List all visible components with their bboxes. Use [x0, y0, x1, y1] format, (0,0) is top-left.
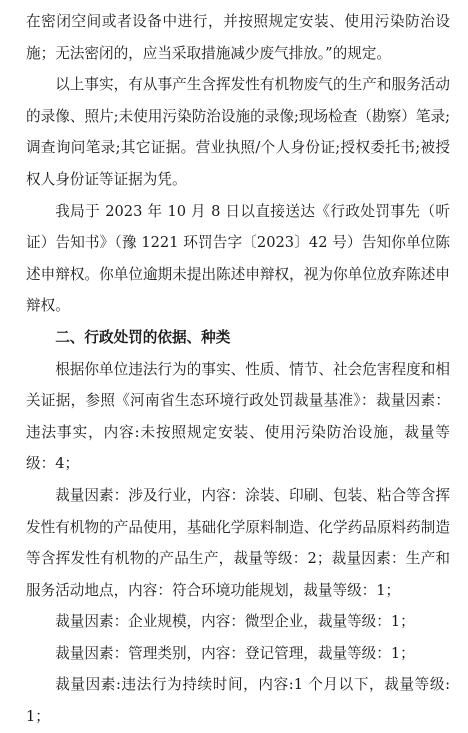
- paragraph-notice: 我局于 2023 年 10 月 8 日以直接送达《行政处罚事先（听证）告知书》（豫 1221 环罚告字〔2023〕42 号）告知你单位陈述申辩权。你单位逾期未提出陈述申辩权，视为你单位放弃陈述申辩权。: [26, 202, 450, 315]
- paragraph-scale-factor: 裁量因素：企业规模，内容：微型企业，裁量等级：1；: [55, 613, 415, 631]
- paragraph-management-factor: 裁量因素：管理类别，内容：登记管理，裁量等级：1；: [55, 644, 415, 662]
- paragraph-evidence: 以上事实，有从事产生含挥发性有机物废气的生产和服务活动的录像、照片;未使用污染防治设施的录像;现场检查（勘察）笔录;调查询问笔录;其它证据。营业执照/个人身份证;授权委托书;被授权人身份证等证据为凭。: [26, 76, 450, 188]
- paragraph-continuation: 在密闭空间或者设备中进行，并按照规定安装、使用污染防治设施；无法密闭的，应当采取措施减少废气排放。”的规定。: [26, 13, 450, 62]
- paragraph-duration-factor: 裁量因素:违法行为持续时间，内容:1 个月以下，裁量等级:1；: [26, 676, 450, 726]
- paragraph-industry-factor: 裁量因素：涉及行业，内容：涂装、印刷、包装、粘合等含挥发性有机物的产品使用，基础化学原料制造、化学药品原料药制造等含挥发性有机物的产品生产，裁量等级：2；裁量因素：生产和服务活动地点，内容：符合环境功能规划，裁量等级：1；: [26, 486, 450, 599]
- section-heading: 二、行政处罚的依据、种类: [55, 328, 231, 346]
- paragraph-basis: 根据你单位违法行为的事实、性质、情节、社会危害程度和相关证据，参照《河南省生态环境行政处罚裁量基准》：裁量因素：违法事实，内容:未按照规定安装、使用污染防治设施，裁量等级：4；: [26, 360, 450, 473]
